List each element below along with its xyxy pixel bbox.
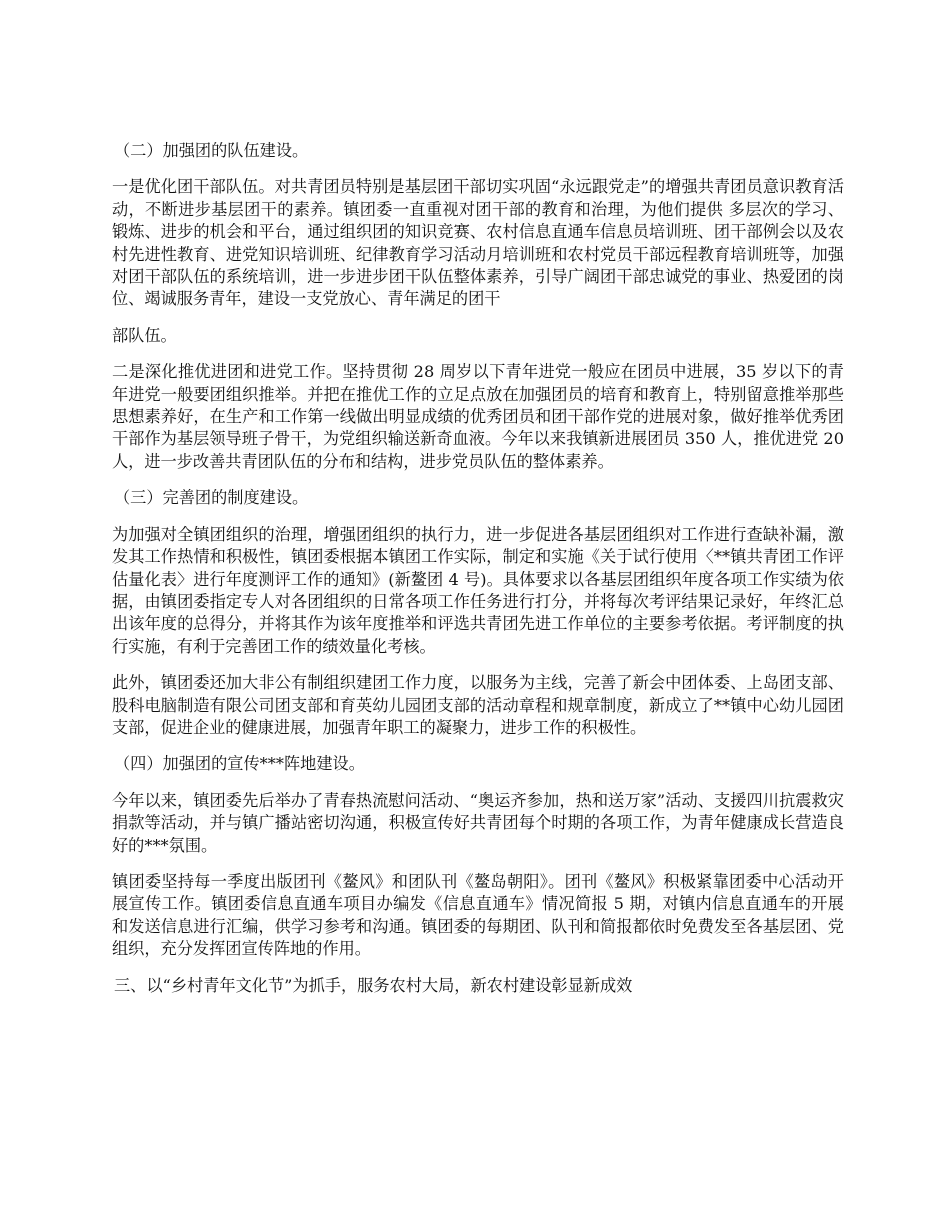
- paragraph-activities: 今年以来，镇团委先后举办了青春热流慰问活动、“奥运齐参加，热和送万家”活动、支援四川抗震救灾捐款等活动，并与镇广播站密切沟通，积极宣传好共青团每个时期的各项工作，为青年健康成长营造良好的***氛围。: [112, 790, 844, 855]
- paragraph-recommend-members: 二是深化推优进团和进党工作。坚持贯彻 28 周岁以下青年进党一般应在团员中进展，35 岁以下的青年进党一般要团组织推举。并把在推优工作的立足点放在加强团员的培育和教育上，特别留意推举那些思想素养好，在生产和工作第一线做出明显成绩的优秀团员和团干部作党的进展对象，做好推举优秀团干部作为基层领导班子骨干，为党组织输送新奇血液。今年以来我镇新进展团员 350 人，推优进党 20 人，进一步改善共青团队伍的分布和结构，进步党员队伍的整体素养。: [112, 362, 844, 471]
- section-heading-system-building: （三）完善团的制度建设。: [114, 488, 309, 508]
- paragraph-cadres-continuation: 部队伍。: [112, 325, 177, 345]
- document-page: [112, 140, 844, 1011]
- paragraph-non-public-organizations: 此外，镇团委还加大非公有制组织建团工作力度，以服务为主线，完善了新会中团体委、上岛团支部、股科电脑制造有限公司团支部和育英幼儿园团支部的活动章程和规章制度，新成立了**镇中心幼儿园团支部，促进企业的健康进展，加强青年职工的凝聚力，进步工作的积极性。: [112, 673, 844, 737]
- paragraph-publications: 镇团委坚持每一季度出版团刊《鳌风》和团队刊《鳌岛朝阳》。团刊《鳌风》积极紧靠团委中心活动开展宣传工作。镇团委信息直通车项目办编发《信息直通车》情况简报 5 期，对镇内信息直通车的开展和发送信息进行汇编，供学习参考和沟通。镇团委的每期团、队刊和简报都依时免费发至各基层团、党组织，充分发挥团宣传阵地的作用。: [112, 871, 844, 959]
- paragraph-optimize-cadres: 一是优化团干部队伍。对共青团员特别是基层团干部切实巩固“永远跟党走”的增强共青团员意识教育活动，不断进步基层团干的素养。镇团委一直重视对团干部的教育和治理，为他们提供 多层次的学习、锻炼、进步的机会和平台，通过组织团的知识竞赛、农村信息直通车信息员培训班、团干部例会以及农村先进性教育、进党知识培训班、纪律教育学习活动月培训班和农村党员干部远程教育培训班等，加强对团干部队伍的系统培训，进一步进步团干队伍整体素养，引导广阔团干部忠诚党的事业、热爱团的岗位、竭诚服务青年，建设一支党放心、青年满足的团干: [112, 177, 844, 309]
- section-heading-team-building: （二）加强团的队伍建设。: [114, 141, 309, 160]
- section-heading-rural-culture: 三、以“乡村青年文化节”为抓手，服务农村大局，新农村建设彰显新成效: [114, 975, 633, 995]
- paragraph-evaluation-system: 为加强对全镇团组织的治理，增强团组织的执行力，进一步促进各基层团组织对工作进行查缺补漏，激发其工作热情和积极性，镇团委根据本镇团工作实际，制定和实施《关于试行使用〈**镇共青团工作评估量化表〉进行年度测评工作的通知》(新鳌团 4 号)。具体要求以各基层团组织年度各项工作实绩为依据，由镇团委指定专人对各团组织的日常各项工作任务进行打分，并将每次考评结果记录好，年终汇总出该年度的总得分，并将其作为该年度推举和评选共青团先进工作单位的主要参考依据。考评制度的执行实施，有利于完善团工作的绩效量化考核。: [112, 524, 844, 656]
- section-heading-publicity: （四）加强团的宣传***阵地建设。: [114, 754, 365, 774]
